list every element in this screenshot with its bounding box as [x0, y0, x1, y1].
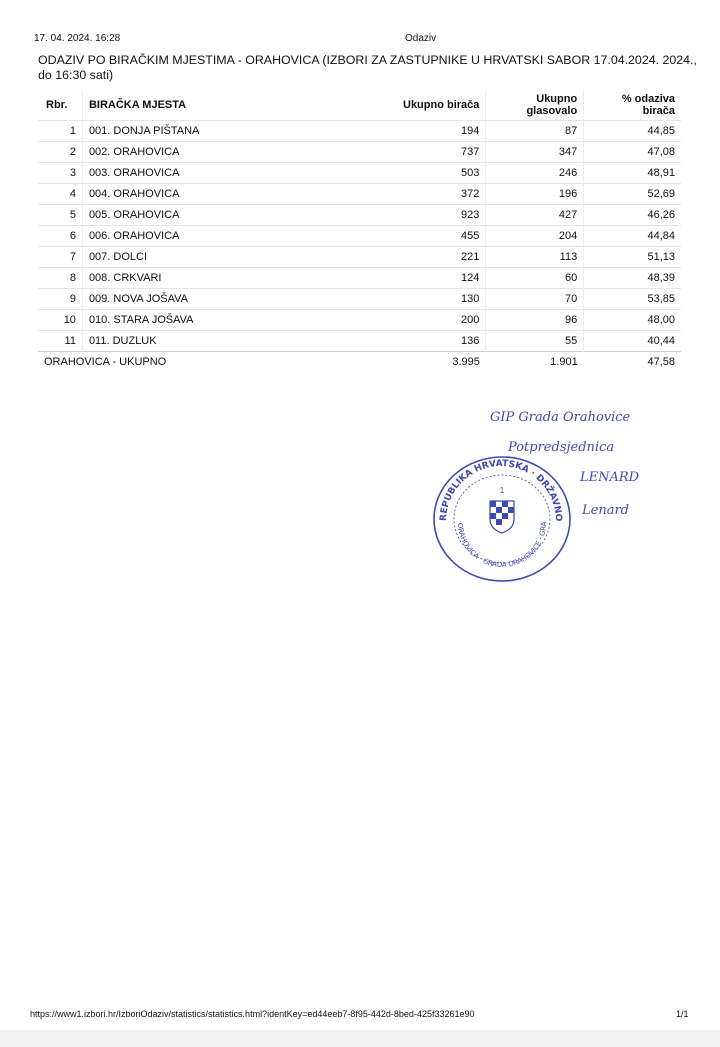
page-number: 1/1 [676, 1009, 689, 1019]
col-header-turnout: % odaziva birača [584, 90, 681, 121]
row-number: 8 [38, 268, 82, 289]
handwritten-signature: Lenard [582, 503, 629, 518]
voted-count: 60 [486, 268, 584, 289]
total-voters: 3.995 [389, 352, 486, 373]
stamp-outer-text: REPUBLIKA HRVATSKA · DRŽAVNO [438, 458, 564, 522]
total-voters: 124 [389, 268, 486, 289]
row-number: 9 [38, 289, 82, 310]
row-number: 2 [38, 142, 82, 163]
table-row [38, 247, 681, 268]
polling-station-name: 001. DONJA PIŠTANA [82, 121, 388, 142]
svg-text:REPUBLIKA HRVATSKA · DRŽAVNO I [428, 453, 563, 522]
polling-station-name: 002. ORAHOVICA [82, 142, 388, 163]
voted-count: 246 [486, 163, 584, 184]
turnout-percent: 40,44 [584, 331, 681, 352]
turnout-percent: 48,39 [584, 268, 681, 289]
row-number: 7 [38, 247, 82, 268]
voted-count: 204 [486, 226, 584, 247]
table-row [38, 205, 681, 226]
stamp-number: 1 [499, 486, 505, 495]
col-header-total-voters: Ukupno birača [403, 99, 480, 111]
total-voters: 130 [389, 289, 486, 310]
voted-count: 196 [486, 184, 584, 205]
table-row [38, 310, 681, 331]
table-row [38, 268, 681, 289]
table-row [38, 184, 681, 205]
polling-station-name: 010. STARA JOŠAVA [82, 310, 388, 331]
turnout-percent: 53,85 [584, 289, 681, 310]
polling-station-name: 007. DOLCI [82, 247, 388, 268]
total-voters: 737 [389, 142, 486, 163]
voted-count: 427 [486, 205, 584, 226]
table-header-row [38, 90, 681, 121]
row-number: 6 [38, 226, 82, 247]
table-row [38, 331, 681, 352]
voted-count: 347 [486, 142, 584, 163]
row-number: 10 [38, 310, 82, 331]
turnout-percent: 44,85 [584, 121, 681, 142]
col-header-voted: Ukupno glasovalo [486, 90, 584, 121]
table-row [38, 163, 681, 184]
col-header-polling-station: BIRAČKA MJESTA [82, 90, 388, 121]
voted-count: 55 [486, 331, 584, 352]
total-voters: 923 [389, 205, 486, 226]
polling-station-name: 008. CRKVARI [82, 268, 388, 289]
voted-count: 96 [486, 310, 584, 331]
turnout-percent: 46,26 [584, 205, 681, 226]
page-header-title: Odaziv [405, 33, 437, 44]
total-percent: 47,58 [584, 352, 681, 373]
row-number: 11 [38, 331, 82, 352]
polling-station-name: 003. ORAHOVICA [82, 163, 388, 184]
voted-count: 113 [486, 247, 584, 268]
polling-station-name: 004. ORAHOVICA [82, 184, 388, 205]
total-label: ORAHOVICA - UKUPNO [38, 352, 389, 373]
print-date: 17. 04. 2024. 16:28 [34, 33, 121, 44]
voted-count: 70 [486, 289, 584, 310]
table-row [38, 121, 681, 142]
handwritten-note-line2: Potpredsjednica [508, 440, 615, 455]
turnout-percent: 47,08 [584, 142, 681, 163]
turnout-percent: 51,13 [584, 247, 681, 268]
coat-of-arms-icon [490, 501, 514, 533]
total-voters: 503 [389, 163, 486, 184]
row-number: 4 [38, 184, 82, 205]
table-row [38, 289, 681, 310]
polling-station-name: 005. ORAHOVICA [82, 205, 388, 226]
turnout-percent: 48,00 [584, 310, 681, 331]
table-row [38, 142, 681, 163]
document-title: ODAZIV PO BIRAČKIM MJESTIMA - ORAHOVICA (IZBORI ZA ZASTUPNIKE U HRVATSKI SABOR 17.04.2024. 2024., do 16:30 sati) [38, 53, 697, 82]
row-number: 5 [38, 205, 82, 226]
stamp-inner-text: ORAHOVICA · GRADA ORAHOVICE · GRA [455, 521, 549, 570]
total-voters: 194 [389, 121, 486, 142]
turnout-percent: 52,69 [584, 184, 681, 205]
total-row [38, 352, 681, 373]
total-voters: 136 [389, 331, 486, 352]
table-row [38, 226, 681, 247]
official-stamp [428, 453, 578, 588]
total-voters: 221 [389, 247, 486, 268]
total-voters: 200 [389, 310, 486, 331]
total-voted: 1.901 [486, 352, 584, 373]
handwritten-note-line1: GIP Grada Orahovice [490, 410, 631, 425]
col-header-rbr: Rbr. [46, 99, 68, 111]
turnout-table [38, 90, 681, 372]
turnout-percent: 44,84 [584, 226, 681, 247]
row-number: 3 [38, 163, 82, 184]
polling-station-name: 011. DUZLUK [82, 331, 388, 352]
handwritten-note-line3: LENARD [580, 470, 640, 485]
voted-count: 87 [486, 121, 584, 142]
row-number: 1 [38, 121, 82, 142]
total-voters: 372 [389, 184, 486, 205]
polling-station-name: 006. ORAHOVICA [82, 226, 388, 247]
polling-station-name: 009. NOVA JOŠAVA [82, 289, 388, 310]
total-voters: 455 [389, 226, 486, 247]
footer-url: https://www1.izbori.hr/IzboriOdaziv/statistics/statistics.html?identKey=ed44eeb7-8f95-442d-8bed-425f33261e90 [30, 1009, 475, 1019]
turnout-percent: 48,91 [584, 163, 681, 184]
